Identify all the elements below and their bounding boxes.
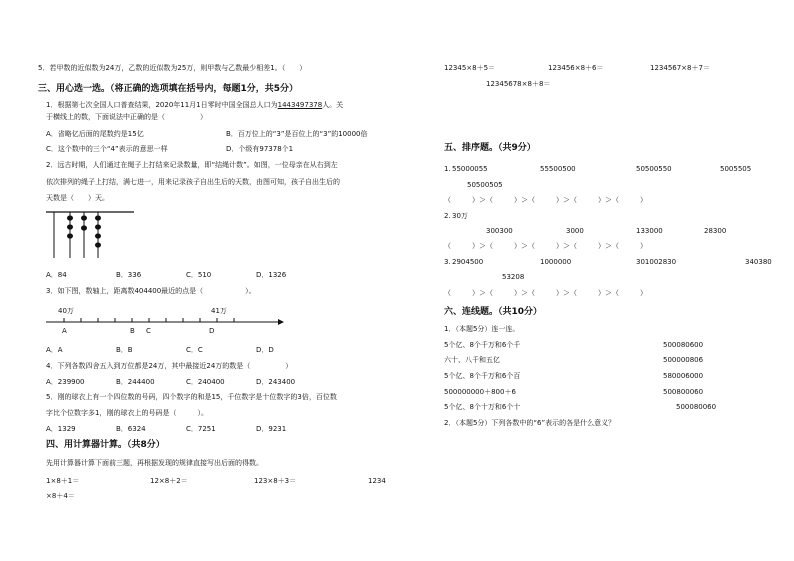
- point-a-label: A: [62, 327, 67, 335]
- choice-q2-line2: 依次排列的绳子上打结，满七进一，用来记录孩子自出生后的天数，由图可知，孩子自出生后的: [46, 178, 340, 186]
- calc-4-part1: 1234: [368, 477, 386, 485]
- choice-q3: 3．如下图，数轴上，距离数404400最近的点是（ ）。: [46, 287, 256, 295]
- calc-1: 1×8＋1＝: [46, 477, 80, 485]
- sort1-num-5: 50500505: [467, 181, 503, 189]
- section-6-title: 六、连线题。（共10分）: [444, 307, 543, 317]
- number-line-figure: [46, 302, 286, 338]
- calc-8: 12345678×8＋8＝: [486, 80, 551, 88]
- q5-option-a: A．1329: [46, 425, 76, 433]
- q1-text-post: 人。关: [322, 101, 344, 109]
- sort1-num-2: 55500500: [540, 165, 576, 173]
- match-left-5[interactable]: 5个亿、8个十万和6个十: [444, 403, 521, 411]
- q1-option-b: B．百万位上的“3”是百位上的“3”的10000倍: [226, 130, 368, 138]
- q3-option-d: D．D: [256, 346, 274, 354]
- choice-q2-line3: 天数是（ ）天。: [46, 194, 109, 202]
- q4-option-a: A．239900: [46, 378, 85, 386]
- sort2-num-1: 30万: [452, 212, 468, 220]
- meaning-q2-title: 2．（本题5分）下列各数中的“6”表示的各是什么意义？: [444, 419, 616, 427]
- q5-option-d: D．9231: [256, 425, 287, 433]
- choice-q1-line1: [46, 101, 343, 110]
- number-line-start-label: 40万: [58, 307, 74, 315]
- q5-option-c: C．7251: [186, 425, 216, 433]
- point-d-label: D: [209, 327, 215, 335]
- match-right-5[interactable]: 500080060: [676, 403, 717, 411]
- match-right-1[interactable]: 500080600: [663, 341, 704, 349]
- q1-option-c: C．这个数中的三个“4”表示的意思一样: [46, 145, 168, 153]
- sort1-num-4: 5005505: [720, 165, 752, 173]
- q4-option-b: B．244400: [116, 378, 155, 386]
- sort3-num-4: 340380: [745, 258, 772, 266]
- sort2-num-3: 3000: [566, 227, 584, 235]
- point-c-label: C: [146, 327, 151, 335]
- match-right-2[interactable]: 500000806: [663, 356, 704, 364]
- sort2-answer-row[interactable]: （ ）＞（ ）＞（ ）＞（ ）＞（ ）: [444, 242, 647, 250]
- match-right-4[interactable]: 500800060: [663, 388, 704, 396]
- section-4-intro: 先用计算器计算下面前三题，再根据发现的规律直接写出后面的得数。: [46, 459, 263, 467]
- q2-option-a: A．84: [46, 271, 67, 279]
- sort1-label: 1.: [444, 165, 451, 173]
- q2-option-c: C．510: [186, 271, 212, 279]
- sort1-num-1: 55000055: [452, 165, 488, 173]
- sort3-num-2: 1000000: [540, 258, 572, 266]
- q1-population-number: 1443497378: [277, 101, 323, 109]
- sort3-num-3: 301002830: [636, 258, 677, 266]
- q1-text-pre: 1．根据第七次全国人口普查结果，2020年11月1日零时中国全国总人口为: [46, 101, 278, 109]
- match-left-2[interactable]: 六十、八千和五亿: [444, 356, 500, 364]
- section-4-title: 四、用计算器计算。（共8分）: [46, 440, 165, 450]
- knot-rope-figure: [46, 206, 136, 264]
- point-b-label: B: [130, 327, 135, 335]
- match-left-4[interactable]: 500000000＋800＋6: [444, 388, 516, 396]
- q3-option-c: C．C: [186, 346, 203, 354]
- q2-option-d: D．1326: [256, 271, 287, 279]
- q3-option-b: B．B: [116, 346, 133, 354]
- q5-option-b: B．6324: [116, 425, 146, 433]
- sort3-num-1: 2904500: [452, 258, 484, 266]
- match-q1-title: 1．（本题5分）连一连。: [444, 325, 520, 333]
- sort2-num-2: 300300: [486, 227, 513, 235]
- sort1-answer-row[interactable]: （ ）＞（ ）＞（ ）＞（ ）＞（ ）: [444, 196, 647, 204]
- true-false-q5: 5．若甲数的近似数为24万，乙数的近似数为25万，则甲数与乙数最少相差1。（ ）: [38, 64, 307, 72]
- sort2-label: 2.: [444, 212, 451, 220]
- choice-q1-line2: 于横线上的数，下面说法中正确的是（ ）: [46, 113, 207, 121]
- q4-option-c: C．240400: [186, 378, 225, 386]
- calc-7: 1234567×8＋7＝: [650, 64, 710, 72]
- section-5-title: 五、排序题。（共9分）: [444, 143, 536, 153]
- calc-5: 12345×8＋5＝: [444, 64, 496, 72]
- choice-q4: 4．下列各数四舍五入到万位都是24万，其中最接近24万的数是（ ）: [46, 362, 293, 370]
- q3-option-a: A．A: [46, 346, 63, 354]
- calc-2: 12×8＋2＝: [150, 477, 188, 485]
- q1-option-a: A．省略亿后面的尾数约是15亿: [46, 130, 144, 138]
- match-left-3[interactable]: 5个亿、8个千万和6个百: [444, 372, 521, 380]
- q2-option-b: B．336: [116, 271, 142, 279]
- sort2-num-5: 28300: [704, 227, 727, 235]
- sort1-num-3: 50500550: [636, 165, 672, 173]
- q4-option-d: D．243400: [256, 378, 296, 386]
- choice-q5-line1: 5．刚的球衣上有一个四位数的号码，四个数字的和是15，千位数字是十位数字的3倍，百位数: [46, 393, 337, 401]
- calc-6: 123456×8＋6＝: [548, 64, 604, 72]
- q1-option-d: D．个级有97378个1: [226, 145, 294, 153]
- calc-4-part2: ×8＋4＝: [46, 492, 75, 500]
- number-line-end-label: 41万: [211, 307, 227, 315]
- sort2-num-4: 133000: [636, 227, 663, 235]
- choice-q2-line1: 2．远古时期，人们通过在绳子上打结来记录数量，即“结绳计数”。如图，一位母亲在从右到左: [46, 161, 338, 169]
- sort3-label: 3.: [444, 258, 451, 266]
- calc-3: 123×8＋3＝: [254, 477, 297, 485]
- choice-q5-line2: 字比个位数字多1，刚的球衣上的号码是（ ）。: [46, 409, 208, 417]
- match-right-3[interactable]: 580006000: [663, 372, 704, 380]
- match-left-1[interactable]: 5个亿、8个千万和6个千: [444, 341, 521, 349]
- sort3-answer-row[interactable]: （ ）＞（ ）＞（ ）＞（ ）＞（ ）: [444, 289, 647, 297]
- sort3-num-5: 53208: [502, 273, 525, 281]
- section-3-title: 三、用心选一选。（将正确的选项填在括号内，每题1分，共5分）: [38, 84, 299, 94]
